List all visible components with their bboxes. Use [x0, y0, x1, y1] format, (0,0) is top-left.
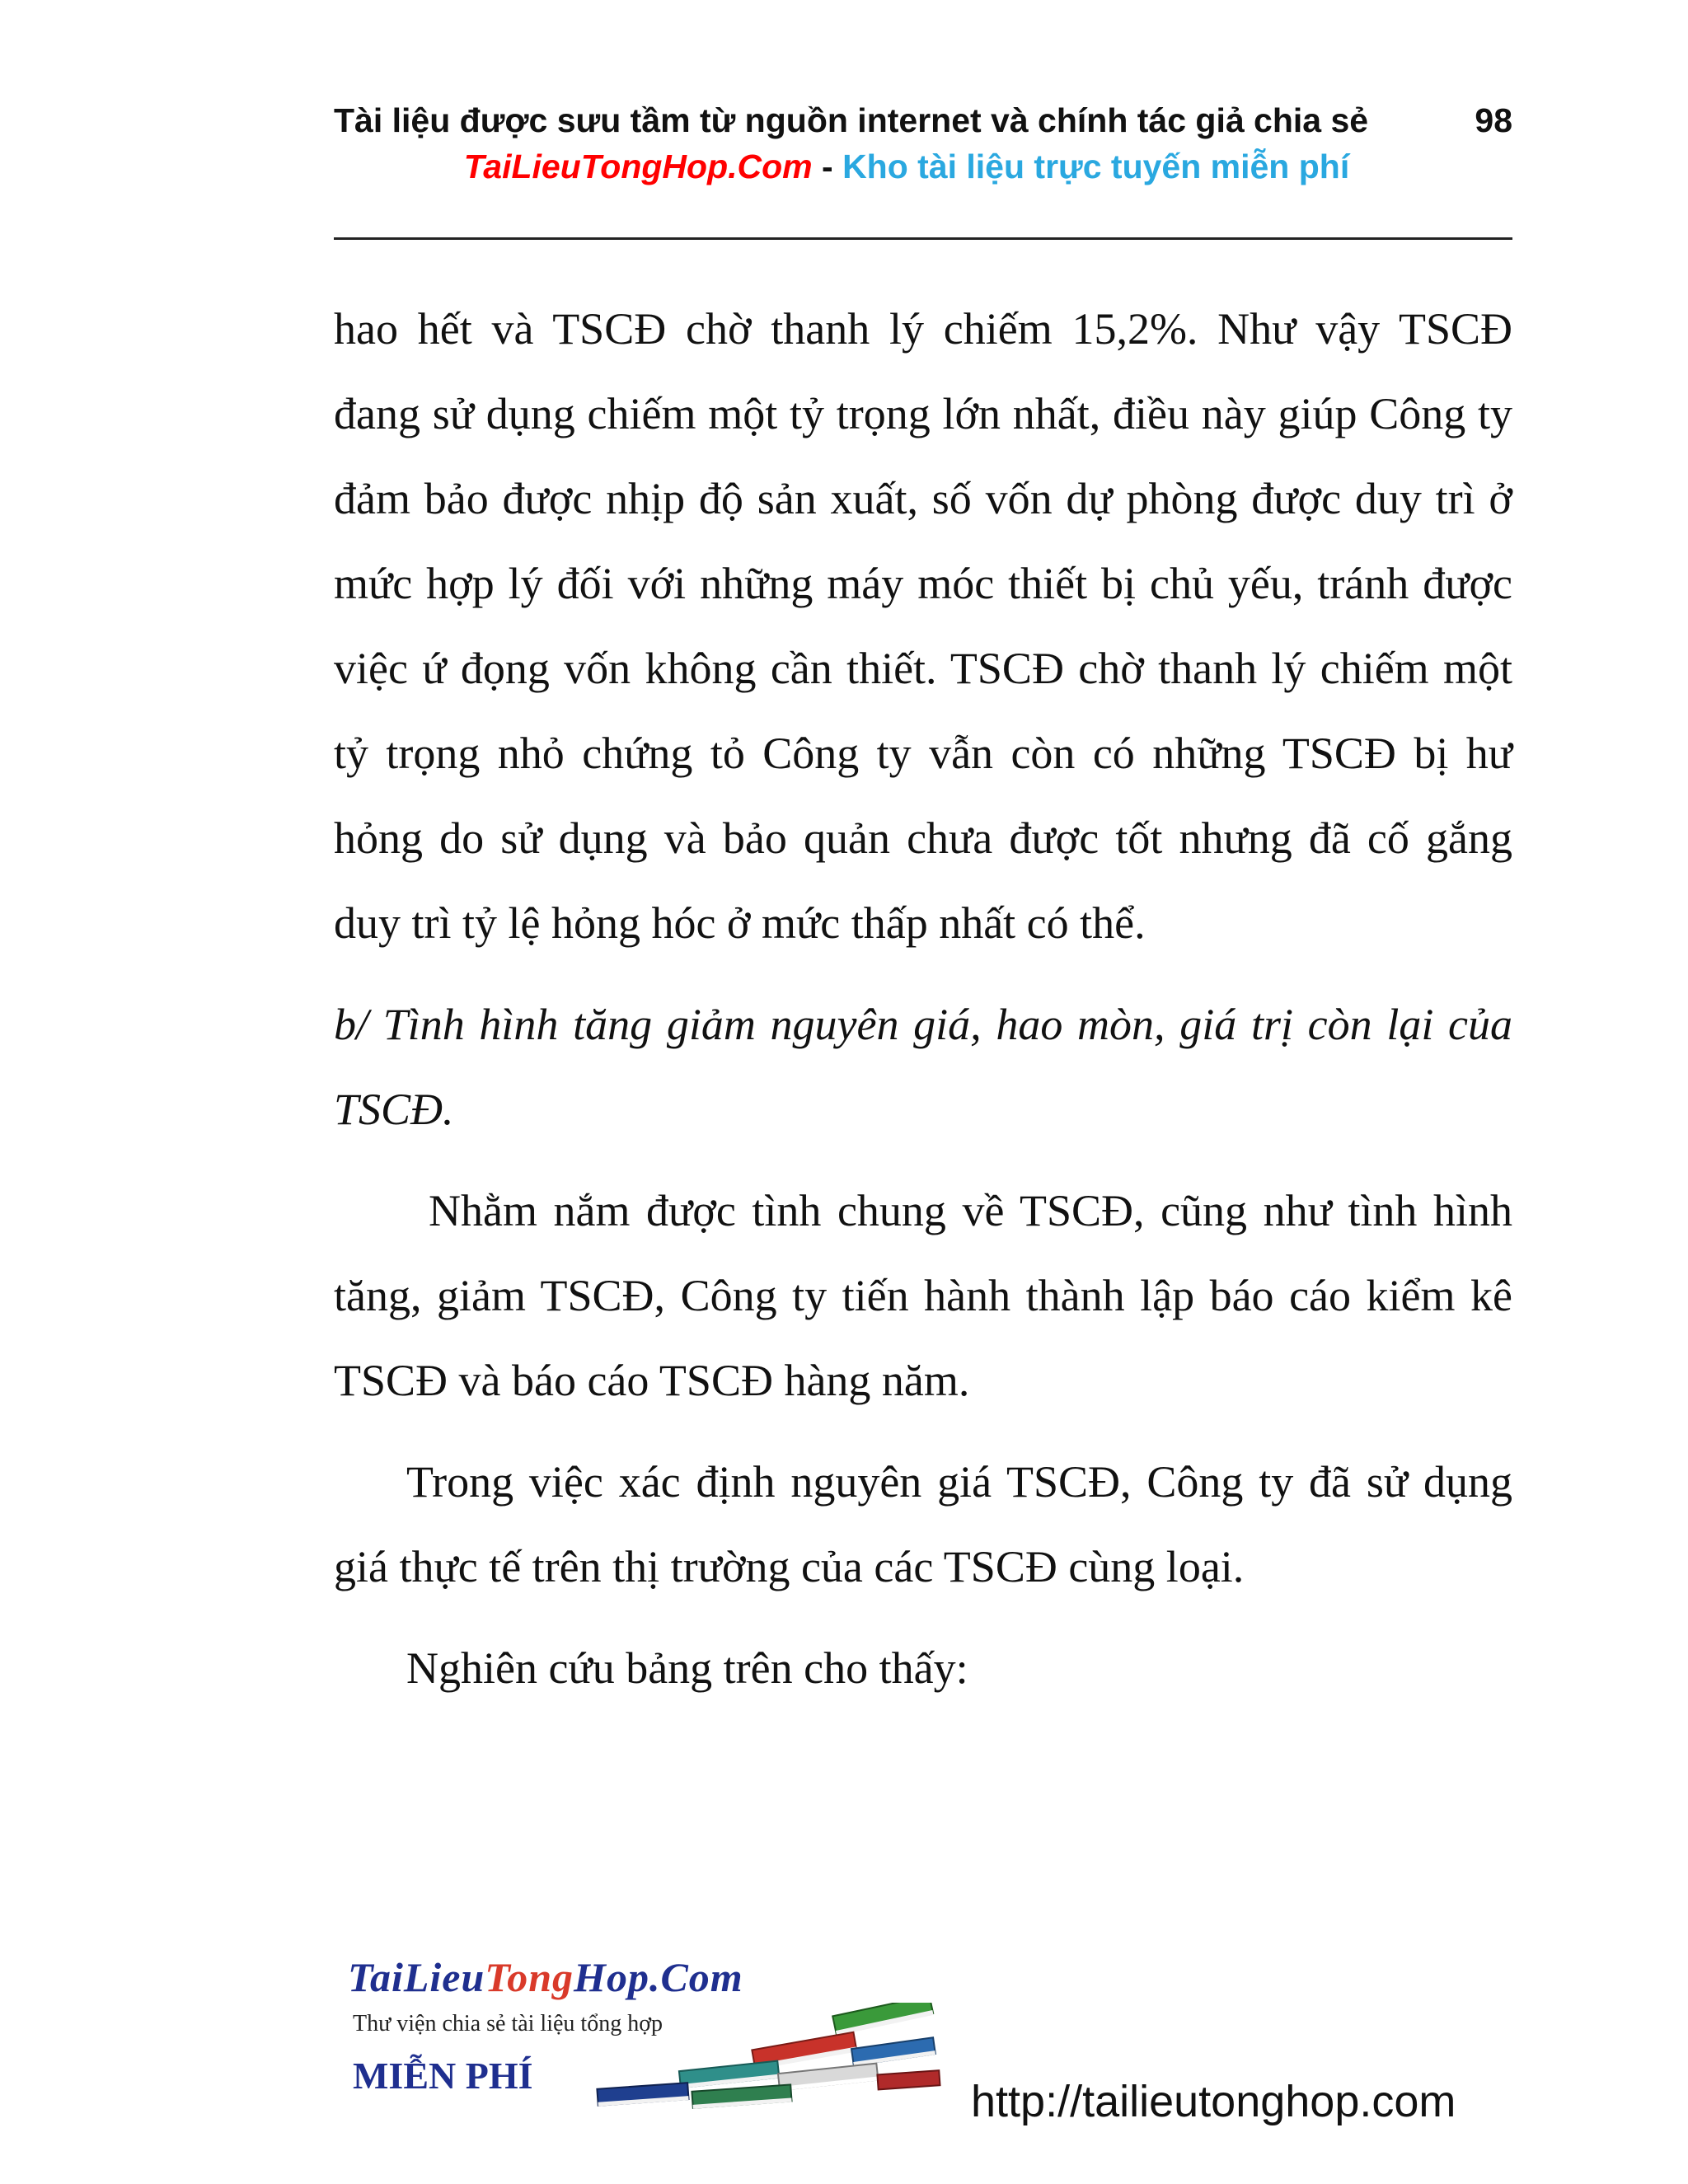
header-slogan: Kho tài liệu trực tuyến miễn phí: [842, 148, 1350, 185]
logo-free-label: MIỄN PHÍ: [353, 2055, 533, 2097]
paragraph-fixed-asset-ratio: hao hết và TSCĐ chờ thanh lý chiếm 15,2%. Như vậy TSCĐ đang sử dụng chiếm một tỷ trọng lớn nhất, điều này giúp Công ty đảm bảo được nhịp độ sản xuất, số vốn dự phòng được duy trì ở mức hợp lý đối với những máy móc thiết bị chủ yếu, tránh được việc ứ đọng vốn không cần thiết. TSCĐ chờ thanh lý chiếm một tỷ trọng nhỏ chứng tỏ Công ty vẫn còn có những TSCĐ bị hư hỏng do sử dụng và bảo quản chưa được tốt nhưng đã cố gắng duy trì tỷ lệ hỏng hóc ở mức thấp nhất có thể.: [334, 304, 1512, 948]
stacked-books-icon: [581, 2003, 944, 2110]
logo-title: [348, 1953, 743, 2001]
paragraph-original-cost: Trong việc xác định nguyên giá TSCĐ, Công ty đã sử dụng giá thực tế trên thị trường của các TSCĐ cùng loại.: [334, 1457, 1512, 1591]
logo-title-part3: Hop.Com: [574, 1954, 743, 2000]
footer-url-link[interactable]: http://tailieutonghop.com: [971, 2077, 1456, 2126]
section-heading-b: b/ Tình hình tăng giảm nguyên giá, hao mòn, giá trị còn lại của TSCĐ.: [334, 1000, 1512, 1134]
header-site-line: [334, 143, 1512, 190]
logo-title-part2: Tong: [485, 1954, 574, 2000]
header-source-text: Tài liệu được sưu tầm từ nguồn internet và chính tác giả chia sẻ: [334, 101, 1369, 139]
page-number: 98: [1475, 101, 1512, 139]
logo-tagline: Thư viện chia sẻ tài liệu tổng hợp: [353, 2011, 663, 2036]
paragraph-table-study: Nghiên cứu bảng trên cho thấy:: [406, 1643, 968, 1693]
header-source-line: [334, 97, 1512, 143]
paragraph-inventory-report: Nhằm nắm được tình chung về TSCĐ, cũng như tình hình tăng, giảm TSCĐ, Công ty tiến hành thành lập báo cáo kiểm kê TSCĐ và báo cáo TSCĐ hàng năm.: [334, 1186, 1512, 1405]
page-header: [334, 97, 1512, 190]
header-site-name[interactable]: TaiLieuTongHop.Com: [463, 148, 813, 185]
footer-logo[interactable]: [346, 1953, 956, 2110]
header-divider: [334, 237, 1512, 240]
document-body: [334, 287, 1512, 1711]
header-separator: -: [812, 148, 843, 185]
logo-title-part1: TaiLieu: [348, 1954, 485, 2000]
